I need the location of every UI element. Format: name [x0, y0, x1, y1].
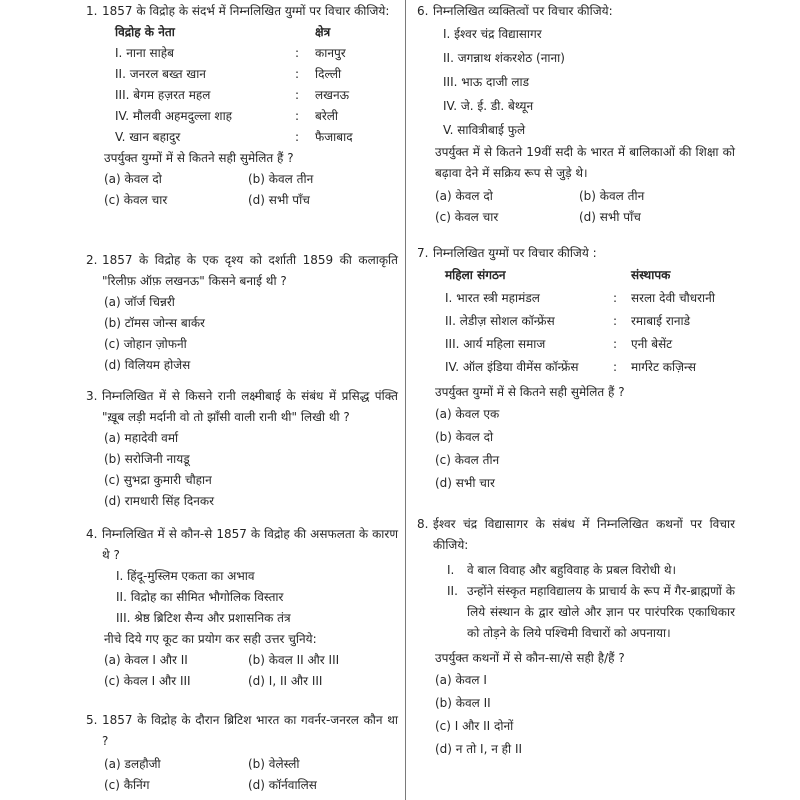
question-prompt: उपर्युक्त कथनों में से कौन-सा/से सही है/हैं ? — [435, 651, 625, 665]
option-c[interactable]: (c) I और II दोनों — [435, 719, 514, 733]
stem-text: निम्नलिखित में से किसने रानी लक्ष्मीबाई के संबंध में प्रसिद्ध पंक्ति "ख़ूब लड़ी मर्दानी वो तो झाँसी वाली रानी थी" लिखी थी ? — [102, 389, 398, 424]
option-c[interactable]: (c) केवल चार — [104, 193, 168, 207]
option-b[interactable]: (b) केवल II — [435, 696, 491, 710]
column-header-leader: विद्रोह के नेता — [115, 25, 175, 39]
question-number: 3. — [86, 389, 98, 403]
question-prompt: उपर्युक्त में से कितने 19वीं सदी के भारत में बालिकाओं की शिक्षा को बढ़ावा देने में सक्रिय रूप से जुड़े थे। — [435, 145, 735, 180]
option-a[interactable]: (a) केवल दो — [435, 189, 493, 203]
question-stem — [417, 1, 735, 22]
question-2 — [86, 250, 398, 376]
column-divider — [405, 0, 406, 800]
options — [417, 186, 735, 228]
stem-text: निम्नलिखित युग्मों पर विचार कीजिये : — [433, 246, 597, 260]
option-c[interactable]: (c) केवल I और III — [104, 674, 191, 688]
option-a[interactable]: (a) डलहौजी — [104, 757, 161, 771]
statements — [417, 560, 735, 644]
pairs-table: विद्रोह के नेता क्षेत्र I. नाना साहेब : कानपुर II. जनरल बख्त खान : दिल्ली III. बेगम हज़रत महल : लखनऊ IV. मौलवी अहमदुल्ला शाह : बरेली V. खान बहादुर : फैजाबाद — [86, 22, 398, 148]
pair-right: मार्गरेट कज़िन्स — [631, 360, 697, 374]
pair-left: II. लेडीज़ सोशल कॉन्फ्रेंस — [445, 314, 555, 328]
option-a[interactable]: (a) महादेवी वर्मा — [104, 431, 179, 445]
column-header-founder: संस्थापक — [631, 268, 671, 282]
option-d[interactable]: (d) सभी पाँच — [579, 210, 641, 224]
option-d[interactable]: (d) I, II और III — [248, 674, 323, 688]
item-4: IV. जे. ई. डी. बेथ्यून — [443, 99, 534, 113]
stem-text: 1857 के विद्रोह के एक दृश्य को दर्शाती 1859 की कलाकृति "रिलीफ़ ऑफ़ लखनऊ" किसने बनाई थी ? — [102, 253, 398, 288]
item-3: III. भाऊ दाजी लाड — [443, 75, 529, 89]
option-d[interactable]: (d) कॉर्नवालिस — [248, 778, 317, 792]
item-1: I. ईश्वर चंद्र विद्यासागर — [443, 27, 542, 41]
option-b[interactable]: (b) केवल तीन — [579, 189, 645, 203]
pair-right: फैजाबाद — [315, 130, 353, 144]
question-8 — [417, 514, 735, 761]
option-d[interactable]: (d) सभी पाँच — [248, 193, 310, 207]
question-6 — [417, 1, 735, 228]
pairs-table: महिला संगठन संस्थापक I. भारत स्त्री महामंडल : सरला देवी चौधरानी II. लेडीज़ सोशल कॉन्फ्रेंस : रमाबाई रानाडे III. आर्य महिला समाज : एनी बेसेंट IV. ऑल इंडिया वीमेंस कॉन्फ्रेंस : मार्गरेट कज़िन्स — [417, 264, 735, 379]
pair-left: IV. ऑल इंडिया वीमेंस कॉन्फ्रेंस — [445, 360, 579, 374]
option-a[interactable]: (a) जॉर्ज चिन्नरी — [104, 295, 175, 309]
options — [86, 754, 398, 796]
question-prompt: नीचे दिये गए कूट का प्रयोग कर सही उत्तर चुनिये: — [104, 632, 317, 646]
option-a[interactable]: (a) केवल I और II — [104, 653, 188, 667]
item-5: V. सावित्रीबाई फुले — [443, 123, 526, 137]
pair-right: बरेली — [315, 109, 339, 123]
option-d[interactable]: (d) न तो I, न ही II — [435, 742, 523, 756]
question-prompt: उपर्युक्त युग्मों में से कितने सही सुमेलित हैं ? — [435, 385, 625, 399]
question-5 — [86, 710, 398, 796]
option-b[interactable]: (b) वेलेस्ली — [248, 757, 300, 771]
statement-3: III. श्रेष्ठ ब्रिटिश सैन्य और प्रशासनिक तंत्र — [116, 611, 291, 625]
option-c[interactable]: (c) सुभद्रा कुमारी चौहान — [104, 473, 212, 487]
pair-left: V. खान बहादुर — [115, 130, 181, 144]
option-d[interactable]: (d) रामधारी सिंह दिनकर — [104, 494, 214, 508]
option-a[interactable]: (a) केवल एक — [435, 407, 500, 421]
column-header-region: क्षेत्र — [315, 25, 331, 39]
question-number: 5. — [86, 713, 98, 727]
pair-left: IV. मौलवी अहमदुल्ला शाह — [115, 109, 233, 123]
options — [417, 669, 735, 761]
question-7 — [417, 243, 735, 495]
pair-right: दिल्ली — [315, 67, 342, 81]
pair-left: I. नाना साहेब — [115, 46, 174, 60]
stem-text: ईश्वर चंद्र विद्यासागर के संबंध में निम्नलिखित कथनों पर विचार कीजिये: — [433, 517, 735, 552]
option-b[interactable]: (b) केवल तीन — [248, 172, 314, 186]
option-d[interactable]: (d) सभी चार — [435, 476, 495, 490]
question-stem — [86, 524, 398, 566]
question-stem — [86, 386, 398, 428]
question-number: 7. — [417, 246, 429, 260]
options — [417, 403, 735, 495]
question-3 — [86, 386, 398, 512]
question-stem — [86, 710, 398, 752]
option-c[interactable]: (c) जोहान ज़ोफनी — [104, 337, 187, 351]
stem-text: निम्नलिखित में से कौन-से 1857 के विद्रोह की असफलता के कारण थे ? — [102, 527, 398, 562]
options — [86, 292, 398, 376]
option-b[interactable]: (b) टॉमस जोन्स बार्कर — [104, 316, 205, 330]
statement-1: I. वे बाल विवाह और बहुविवाह के प्रबल विरोधी थे। — [447, 563, 677, 577]
pair-right: लखनऊ — [315, 88, 350, 102]
left-column — [86, 0, 398, 800]
pair-left: II. जनरल बख्त खान — [115, 67, 206, 81]
stem-text: 1857 के विद्रोह के दौरान ब्रिटिश भारत का गवर्नर-जनरल कौन था ? — [102, 713, 398, 748]
question-prompt: उपर्युक्त युग्मों में से कितने सही सुमेलित हैं ? — [104, 151, 294, 165]
stem-text: 1857 के विद्रोह के संदर्भ में निम्नलिखित युग्मों पर विचार कीजिये: — [102, 4, 390, 18]
pair-right: कानपुर — [315, 46, 346, 60]
question-stem — [86, 1, 398, 22]
options — [86, 428, 398, 512]
pair-left: III. आर्य महिला समाज — [445, 337, 546, 351]
pair-right: एनी बेसेंट — [631, 337, 673, 351]
option-d[interactable]: (d) विलियम होजेस — [104, 358, 191, 372]
item-2: II. जगन्नाथ शंकरशेठ (नाना) — [443, 51, 565, 65]
question-stem — [417, 514, 735, 556]
statement-2: II. विद्रोह का सीमित भौगोलिक विस्तार — [116, 590, 284, 604]
option-a[interactable]: (a) केवल I — [435, 673, 487, 687]
pair-right: रमाबाई रानाडे — [631, 314, 691, 328]
option-c[interactable]: (c) केवल चार — [435, 210, 499, 224]
pair-left: I. भारत स्त्री महामंडल — [445, 291, 540, 305]
question-number: 1. — [86, 4, 98, 18]
question-number: 2. — [86, 253, 98, 267]
option-c[interactable]: (c) केवल तीन — [435, 453, 500, 467]
column-header-organisation: महिला संगठन — [445, 268, 506, 282]
question-4 — [86, 524, 398, 692]
option-b[interactable]: (b) सरोजिनी नायडू — [104, 452, 190, 466]
option-a[interactable]: (a) केवल दो — [104, 172, 162, 186]
question-1 — [86, 1, 398, 211]
statement-1: I. हिंदू-मुस्लिम एकता का अभाव — [116, 569, 255, 583]
question-number: 8. — [417, 517, 429, 531]
items — [417, 22, 735, 142]
pair-right: सरला देवी चौधरानी — [631, 291, 715, 305]
pair-left: III. बेगम हज़रत महल — [115, 88, 211, 102]
statement-2: II. उन्होंने संस्कृत महाविद्यालय के प्राचार्य के रूप में गैर-ब्राह्मणों के लिये संस्थान के द्वार खोले और ज्ञान पर पारंपरिक एकाधिकार को तोड़ने के लिये पश्चिमी विचारों को अपनाया। — [447, 584, 735, 640]
question-stem — [417, 243, 735, 264]
statements — [86, 566, 398, 629]
options — [86, 169, 398, 211]
option-b[interactable]: (b) केवल दो — [435, 430, 494, 444]
question-number: 4. — [86, 527, 98, 541]
question-number: 6. — [417, 4, 429, 18]
options — [86, 650, 398, 692]
stem-text: निम्नलिखित व्यक्तित्वों पर विचार कीजिये: — [433, 4, 613, 18]
question-stem — [86, 250, 398, 292]
option-b[interactable]: (b) केवल II और III — [248, 653, 340, 667]
option-c[interactable]: (c) कैनिंग — [104, 778, 150, 792]
right-column — [417, 0, 735, 800]
